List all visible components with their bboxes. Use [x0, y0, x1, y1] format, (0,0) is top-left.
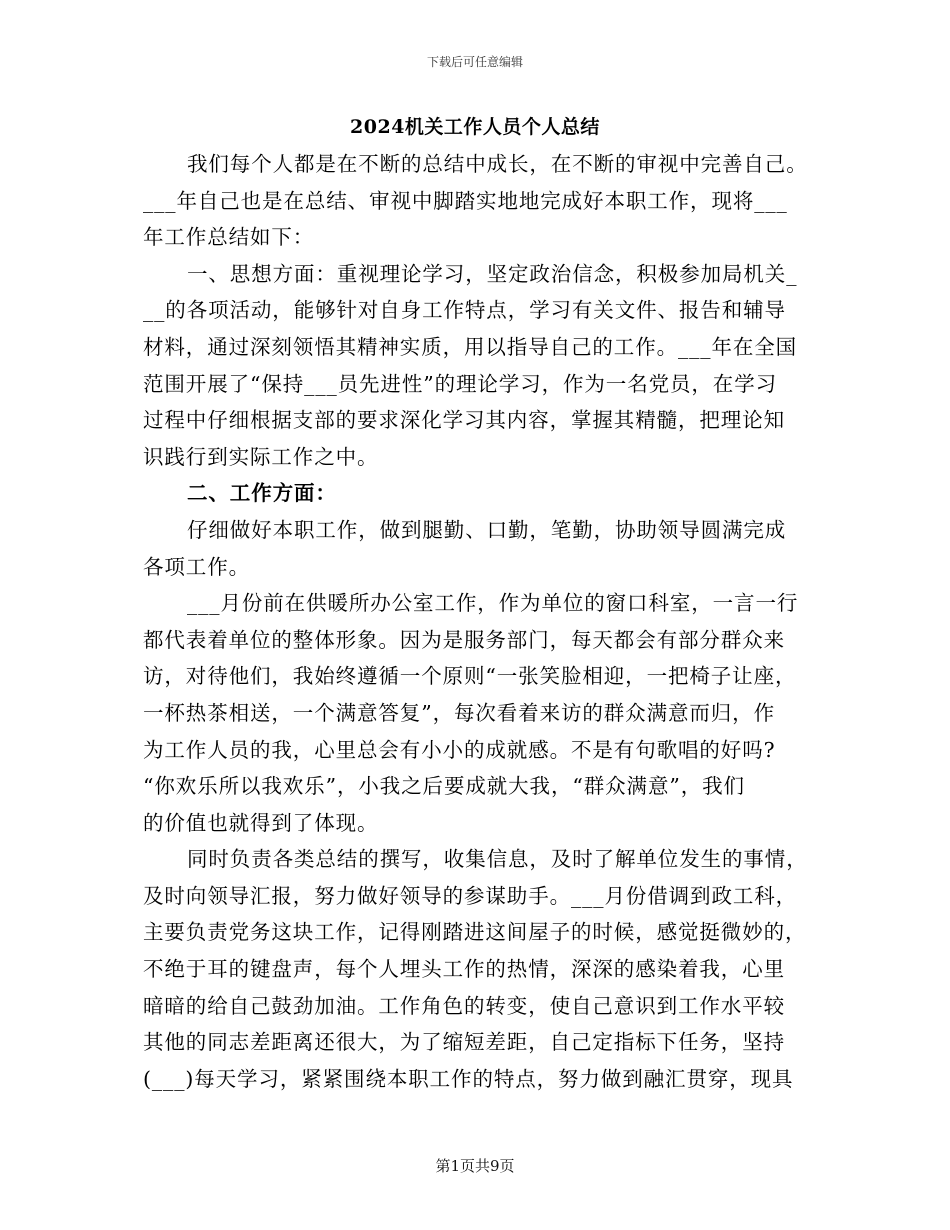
body-line: 都代表着单位的整体形象。因为是服务部门，每天都会有部分群众来 [143, 627, 785, 652]
body-line: 同时负责各类总结的撰写，收集信息，及时了解单位发生的事情， [187, 847, 808, 872]
body-line: 及时向领导汇报，努力做好领导的参谋助手。___月份借调到政工科， [143, 883, 798, 908]
body-line: 范围开展了“保持___员先进性”的理论学习，作为一名党员，在学习 [143, 371, 778, 396]
body-line: 各项工作。 [143, 554, 250, 579]
body-line: 我们每个人都是在不断的总结中成长，在不断的审视中完善自己。 [187, 152, 808, 176]
body-line: ___年自己也是在总结、审视中脚踏实地地完成好本职工作，现将___ [143, 188, 788, 213]
body-line: 过程中仔细根据支部的要求深化学习其内容，掌握其精髓，把理论知 [143, 408, 785, 433]
document-title: 2024机关工作人员个人总结 [350, 116, 600, 138]
document-body [143, 146, 813, 1097]
page-header: 下载后可任意编辑 [426, 55, 523, 69]
body-line: ___月份前在供暖所办公室工作，作为单位的窗口科室，一言一行 [187, 591, 799, 616]
body-line: 的价值也就得到了体现。 [143, 810, 379, 835]
body-line: 主要负责党务这块工作，记得刚踏进这间屋子的时候，感觉挺微妙的， [143, 920, 807, 945]
body-line: “你欢乐所以我欢乐”，小我之后要成就大我，“群众满意”，我们 [143, 774, 745, 799]
body-line: 年工作总结如下： [143, 225, 315, 250]
body-line: 为工作人员的我，心里总会有小小的成就感。不是有句歌唱的好吗? [143, 737, 776, 762]
body-line: 材料，通过深刻领悟其精神实质，用以指导自己的工作。___年在全国 [143, 334, 798, 359]
body-line: __的各项活动，能够针对自身工作特点，学习有关文件、报告和辅导 [143, 298, 786, 323]
section-heading: 二、工作方面： [187, 481, 337, 506]
body-line: 一杯热茶相送，一个满意答复”，每次看着来访的群众满意而归，作 [143, 700, 775, 725]
body-line: 仔细做好本职工作，做到腿勤、口勤，笔勤，协助领导圆满完成 [187, 517, 787, 542]
body-line: 一、思想方面：重视理论学习，坚定政治信念，积极参加局机关_ [187, 261, 798, 286]
body-line: 其他的同志差距离还很大，为了缩短差距，自己定指标下任务，坚持 [143, 1030, 785, 1055]
body-line: (___)每天学习，紧紧围绕本职工作的特点，努力做到融汇贯穿，现具 [143, 1066, 794, 1091]
body-line: 识践行到实际工作之中。 [143, 444, 379, 469]
body-line: 暗暗的给自己鼓劲加油。工作角色的转变，使自己意识到工作水平较 [143, 993, 785, 1018]
body-line: 访，对待他们，我始终遵循一个原则“一张笑脸相迎，一把椅子让座， [143, 664, 797, 689]
page-number: 第1页共9页 [435, 1157, 515, 1175]
body-line: 不绝于耳的键盘声，每个人埋头工作的热情，深深的感染着我，心里 [143, 957, 785, 982]
